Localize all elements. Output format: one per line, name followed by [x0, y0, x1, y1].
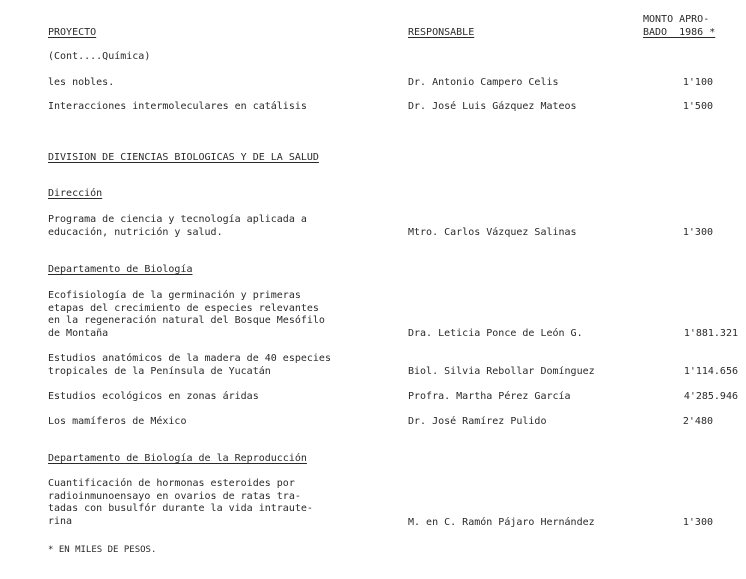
row-responsible: Biol. Silvia Rebollar Domínguez — [408, 366, 595, 377]
row-responsible: M. en C. Ramón Pájaro Hernández — [408, 517, 595, 528]
row-project: Cuantificación de hormonas esteroides por radioinmunoensayo en ovarios de ratas tra- tadas con busulfór durante la vida intraute- rina — [48, 478, 313, 527]
division-heading: DIVISION DE CIENCIAS BIOLOGICAS Y DE LA SALUD — [48, 152, 319, 163]
row-amount: 1'300 — [682, 227, 713, 238]
row-project: Programa de ciencia y tecnología aplicada a educación, nutrición y salud. — [48, 214, 307, 238]
row-responsible: Profra. Martha Pérez García — [408, 391, 571, 402]
row-amount: 1'300 — [682, 517, 713, 528]
section-heading-direccion: Dirección — [48, 188, 103, 199]
row-responsible: Dr. José Ramírez Pulido — [408, 416, 547, 427]
row-responsible: Dra. Leticia Ponce de León G. — [408, 328, 583, 339]
row-project: Interacciones intermoleculares en catálisis — [48, 101, 307, 112]
row-project: les nobles. — [48, 77, 115, 88]
row-responsible: Dr. José Luis Gázquez Mateos — [408, 101, 577, 112]
row-amount: 4'285.946 — [683, 391, 738, 402]
section-heading-biologia: Departamento de Biología — [48, 264, 193, 275]
row-responsible: Dr. Antonio Campero Celis — [408, 77, 559, 88]
row-amount: 1'500 — [682, 101, 713, 112]
row-project: Estudios ecológicos en zonas áridas — [48, 391, 259, 402]
row-amount: 1'100 — [682, 77, 713, 88]
section-heading-reproduccion: Departamento de Biología de la Reproducción — [48, 453, 307, 464]
row-project: Ecofisiología de la germinación y primeras etapas del crecimiento de especies relevantes en la regeneración natural del Bosque Mesófilo de Montaña — [48, 290, 325, 339]
row-project: Estudios anatómicos de la madera de 40 especies tropicales de la Península de Yucatán — [48, 353, 331, 377]
column-header-responsible: RESPONSABLE — [408, 27, 475, 38]
column-header-project: PROYECTO — [48, 27, 97, 38]
column-header-amount-line2: BADO 1986 * — [643, 27, 716, 38]
row-amount: 1'881.321 — [683, 328, 738, 339]
row-amount: 1'114.656 — [683, 366, 738, 377]
row-responsible: Mtro. Carlos Vázquez Salinas — [408, 227, 577, 238]
footnote: * EN MILES DE PESOS. — [48, 545, 157, 555]
row-amount: 2'480 — [682, 416, 713, 427]
row-project: Los mamíferos de México — [48, 416, 187, 427]
continuation-note: (Cont....Química) — [48, 51, 151, 62]
column-header-amount-line1: MONTO APRO- — [643, 14, 710, 25]
